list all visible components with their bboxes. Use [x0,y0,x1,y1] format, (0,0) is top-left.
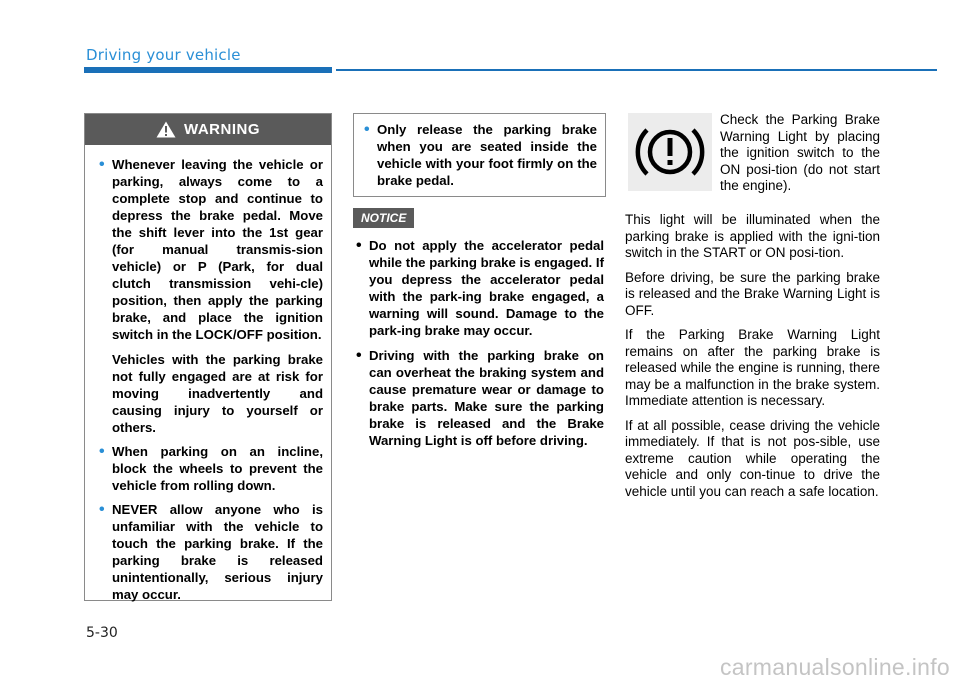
warning-continued-box [353,113,606,197]
bullet-dot: • [356,347,362,364]
warning-body [85,145,331,603]
body-paragraph: If at all possible, cease driving the vehicle immediately. If that is not pos-sible, use extreme caution while operating the vehicle and only con-tinue to drive the vehicle until you can reach a safe location. [625,417,880,499]
brake-warning-light-panel [628,113,712,191]
warning-item [99,156,323,436]
page-number: 5-30 [86,625,118,641]
bullet-dot: • [99,443,105,460]
warning-item [99,501,323,603]
warning-item [99,443,323,494]
watermark: carmanualsonline.info [719,654,950,680]
bullet-dot: • [99,156,105,173]
warning-title: WARNING [184,121,260,138]
section-title: Driving your vehicle [86,46,241,64]
warning-paragraph: NEVER allow anyone who is unfamiliar with the vehicle to touch the parking brake. If the parking brake is released unintentionally, serious injury may occur. [112,502,323,602]
brake-light-body [625,212,880,508]
notice-list [356,237,604,457]
brake-warning-light-icon [633,121,707,183]
notice-item [356,347,604,449]
warning-paragraph: Vehicles with the parking brake not fully engaged are at risk for moving inadvertently and causing injury to yourself or others. [112,352,323,435]
body-paragraph: Before driving, be sure the parking brake is released and the Brake Warning Light is OFF. [625,269,880,318]
notice-badge: NOTICE [353,208,414,228]
warning-paragraph: When parking on an incline, block the wheels to prevent the vehicle from rolling down. [112,444,323,493]
bullet-dot: • [364,121,370,138]
warning-paragraph: Only release the parking brake when you are seated inside the vehicle with your foot firmly on the brake pedal. [377,122,597,188]
warning-box [84,113,332,601]
header-rule-thin [336,69,937,71]
body-paragraph: If the Parking Brake Warning Light remains on after the parking brake is released while the engine is running, there may be a malfunction in the brake system. Immediate attention is necessary. [625,327,880,408]
warning-triangle-icon [156,121,176,138]
brake-light-intro: Check the Parking Brake Warning Light by placing the ignition switch to the ON posi-tion (do not start the engine). [720,112,880,193]
body-paragraph: This light will be illuminated when the parking brake is applied with the igni-tion switch in the START or ON posi-tion. [625,212,880,260]
warning-item [364,121,597,189]
notice-text: Do not apply the accelerator pedal while the parking brake is engaged. If you depress the accelerator pedal with the park-ing brake engaged, a warning will sound. Damage to the park-ing brake may occur. [369,238,604,338]
warning-header [85,114,331,145]
warning-paragraph: Whenever leaving the vehicle or parking, always come to a complete stop and continue to depress the brake pedal. Move the shift lever into the 1st gear (for manual transmis-sion vehicle) or P (Park, for dual clutch transmission vehi-cle) position, then apply the parking brake, and place the ignition switch in the LOCK/OFF position. [112,157,323,342]
notice-item [356,237,604,339]
bullet-dot: • [356,237,362,254]
header-rule-thick [84,67,332,73]
bullet-dot: • [99,501,105,518]
notice-text: Driving with the parking brake on can overheat the braking system and cause premature wear or damage to brake parts. Make sure the parking brake is released and the Brake Warning Light is off before driving. [369,348,604,448]
